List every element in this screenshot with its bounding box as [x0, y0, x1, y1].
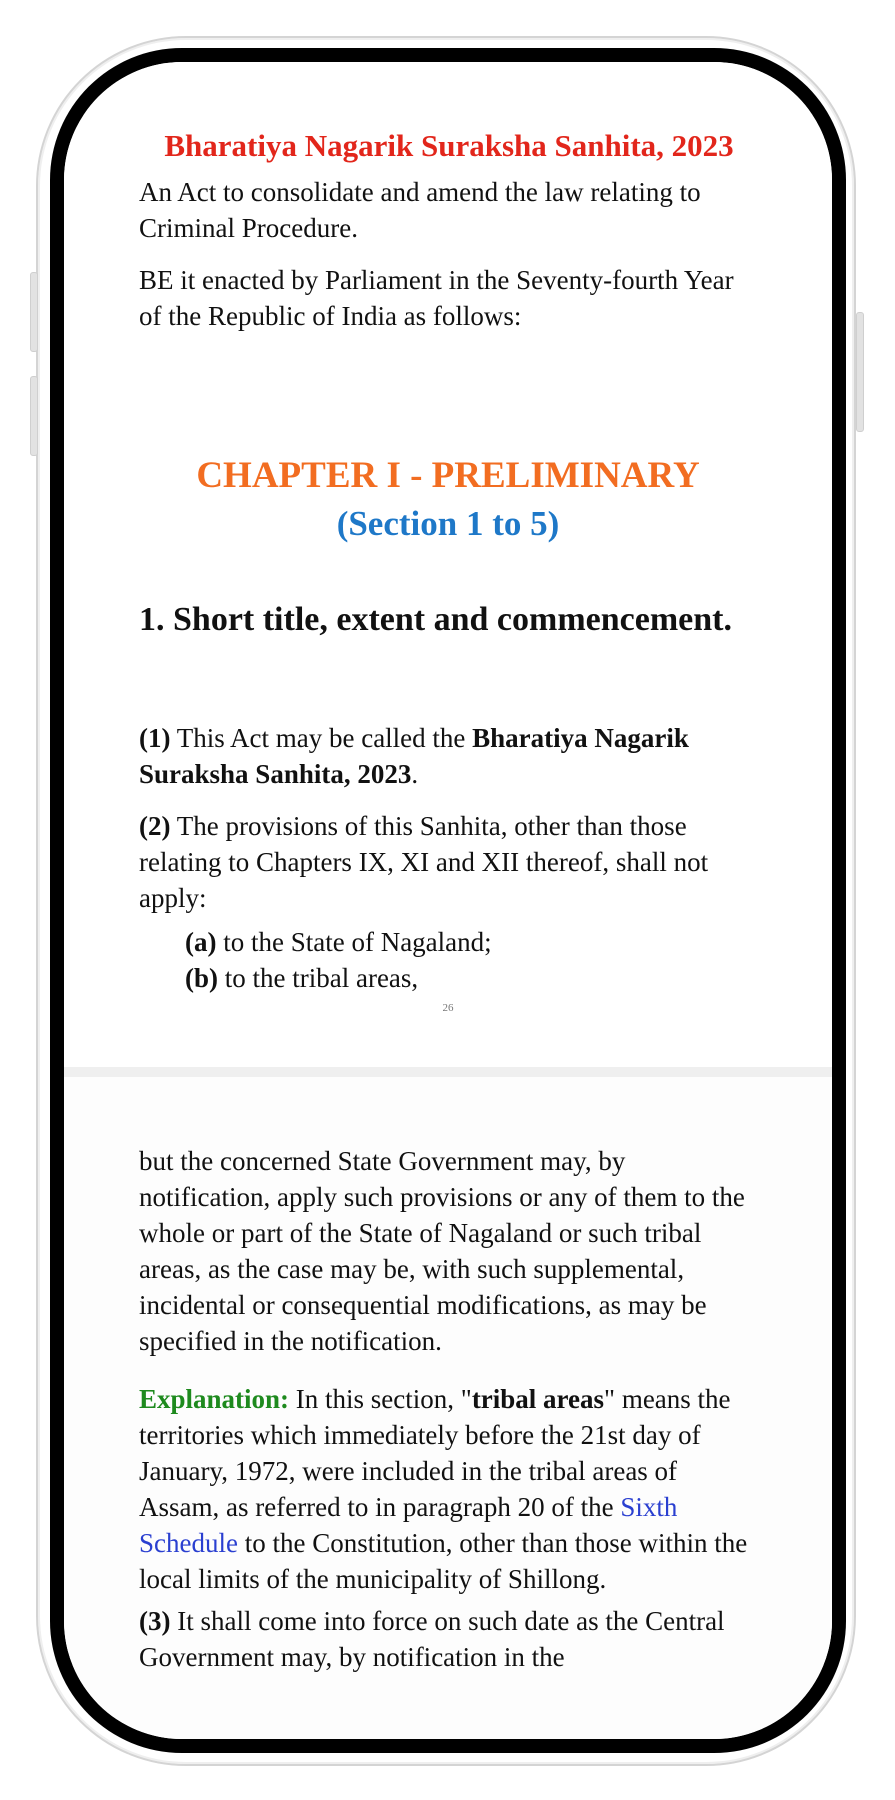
subsection-text: It shall come into force on such date as the Central Government may, by notification in the [139, 1606, 725, 1672]
list-item-text: to the State of Nagaland; [216, 927, 492, 957]
act-intro: An Act to consolidate and amend the law relating to Criminal Procedure. [139, 177, 701, 243]
subsection-1 [139, 720, 759, 792]
explanation-label: Explanation: [139, 1384, 290, 1414]
document-page-26 [64, 62, 832, 1067]
subsection-3 [139, 1603, 759, 1675]
list-item [185, 924, 765, 960]
list-item-label: (a) [185, 927, 217, 957]
volume-down-button [30, 376, 38, 456]
subsection-2 [139, 808, 759, 916]
subsection-number: (2) [139, 811, 171, 841]
tribal-areas-term: tribal areas [471, 1384, 605, 1414]
act-title: Bharatiya Nagarik Suraksha Sanhita, 2023 [164, 128, 734, 163]
subsection-text: The provisions of this Sanhita, other than those relating to Chapters IX, XI and XII thereof, shall not apply: [139, 811, 709, 913]
subsection-text: This Act may be called the [170, 723, 473, 753]
chapter-title: CHAPTER I - PRELIMINARY [196, 455, 700, 496]
section-heading: 1. Short title, extent and commencement. [139, 601, 732, 638]
list-item-label: (b) [185, 963, 218, 993]
power-button [856, 312, 864, 432]
explanation-paragraph [139, 1381, 759, 1597]
volume-up-button [30, 272, 38, 352]
explanation-text: In this section, " [289, 1384, 472, 1414]
list-item-text: to the tribal areas, [218, 963, 419, 993]
explanation-text: to the Constitution, other than those within the local limits of the municipality of Shillong. [139, 1528, 748, 1594]
document-page-27 [64, 1077, 832, 1739]
document-viewer[interactable] [64, 62, 832, 1739]
list-item [185, 960, 765, 996]
explanation-text: " means the territories which immediately before the 21st day of January, 1972, were included in the tribal areas of Assam, as referred to in paragraph 20 of the [139, 1384, 731, 1522]
subsection-end: . [411, 759, 419, 789]
continuation-paragraph: but the concerned State Government may, by notification, apply such provisions or any of them to the whole or part of the State of Nagaland or such tribal areas, as the case may be, with such supplemental, incidental or consequential modifications, as may be specified in the notification. [139, 1146, 745, 1356]
page-separator [64, 1067, 832, 1077]
enactment-clause: BE it enacted by Parliament in the Seventy-fourth Year of the Republic of India as follows: [139, 265, 734, 331]
subsection-number: (3) [139, 1606, 171, 1636]
subsection-number: (1) [139, 723, 171, 753]
act-name-bold: Bharatiya Nagarik Suraksha Sanhita, 2023 [139, 723, 689, 789]
page-number: 26 [442, 1002, 454, 1014]
chapter-subtitle: (Section 1 to 5) [336, 504, 560, 543]
sixth-schedule-link[interactable]: Sixth Schedule [139, 1492, 678, 1558]
